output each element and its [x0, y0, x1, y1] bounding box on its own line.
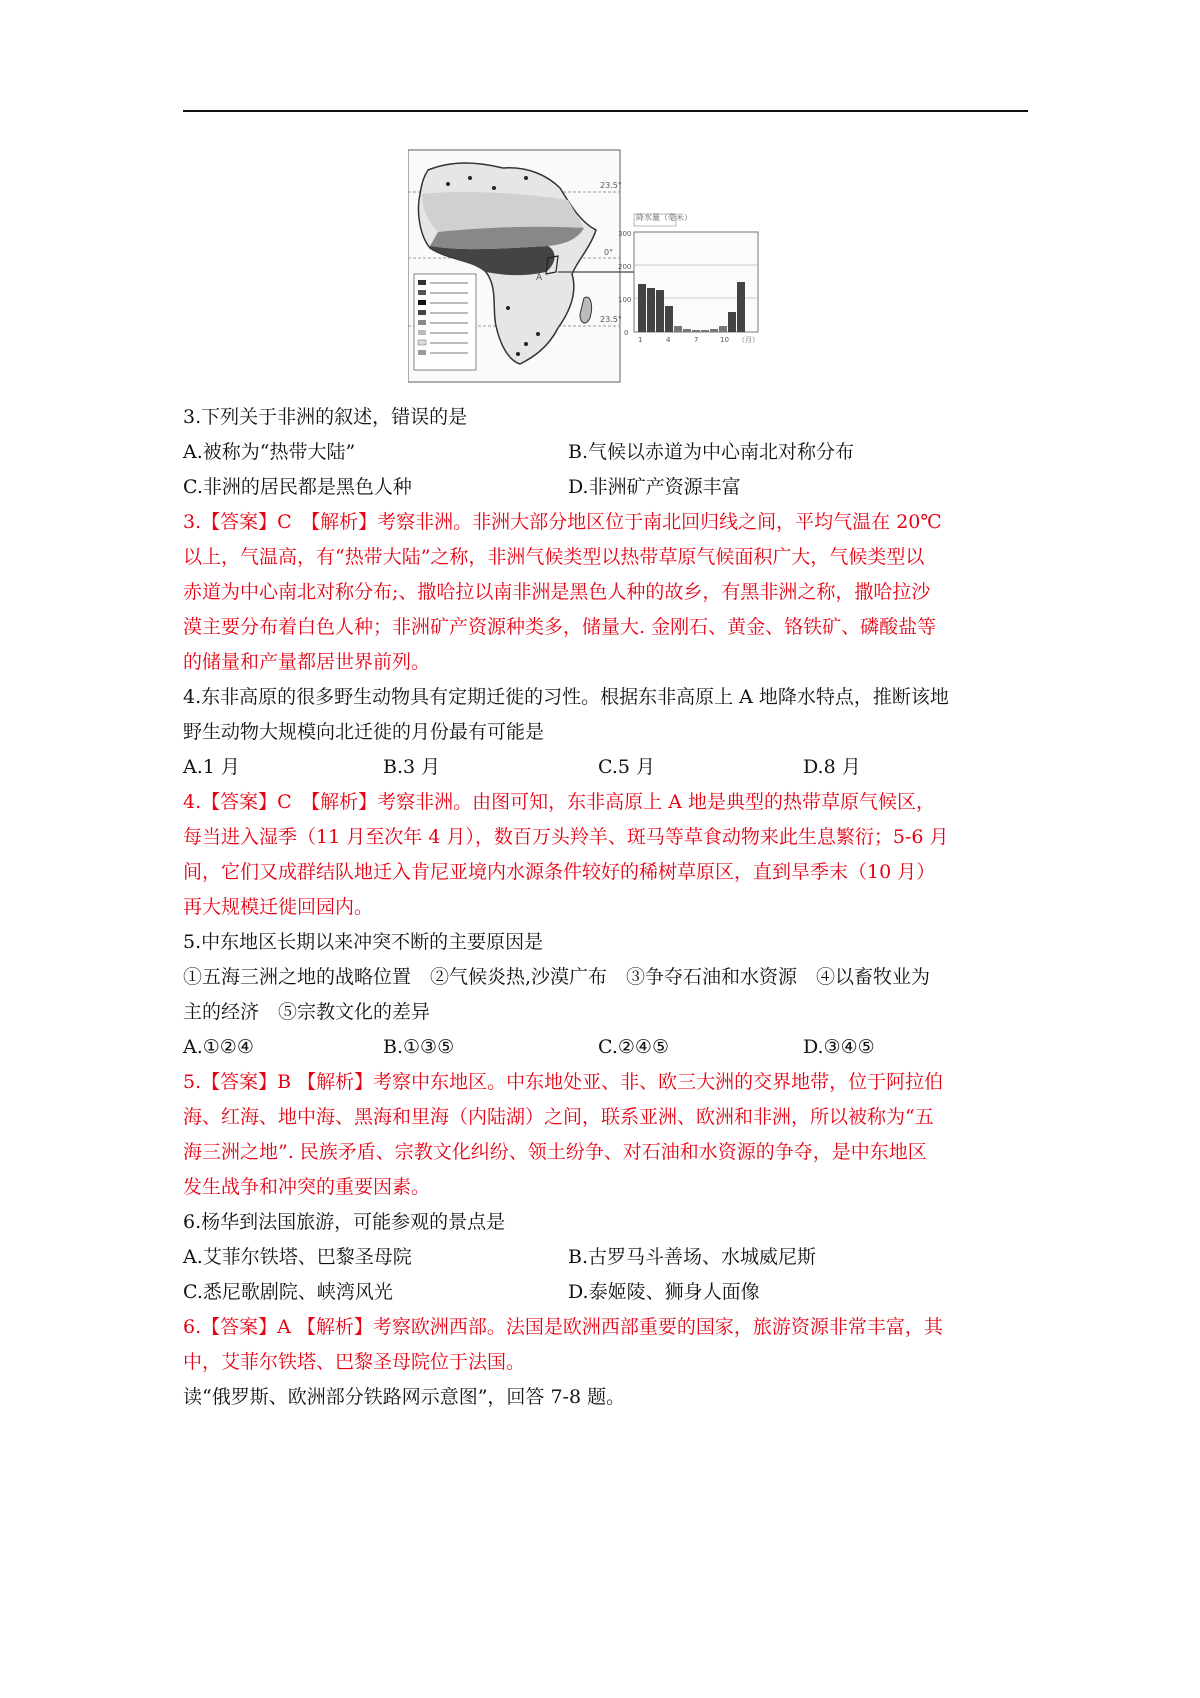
q5-answer-line: 发生战争和冲突的重要因素。 [183, 1176, 431, 1198]
q7-8-intro: 读“俄罗斯、欧洲部分铁路网示意图”，回答 7-8 题。 [183, 1386, 626, 1408]
q5-answer-line: 5.【答案】B 【解析】考察中东地区。中东地处亚、非、欧三大洲的交界地带，位于阿拉伯 [183, 1071, 944, 1093]
chart-xtick-4: 4 [666, 336, 671, 344]
q5-answer-line: 海、红海、地中海、黑海和里海（内陆湖）之间，联系亚洲、欧洲和非洲，所以被称为“五 [183, 1106, 934, 1128]
q5-options-row [183, 1030, 1028, 1065]
q3-answer-line: 的储量和产量都居世界前列。 [183, 651, 431, 673]
chart-xunit: （月） [738, 336, 759, 344]
q3-options-row-1 [183, 435, 1028, 470]
q3-options-row-2 [183, 470, 1028, 505]
q6-option-d: D.泰姬陵、狮身人面像 [568, 1281, 760, 1303]
q4-option-c: C.5 月 [598, 756, 656, 778]
chart-ytick-300: 300 [618, 230, 632, 238]
chart-ytick-100: 100 [618, 296, 632, 304]
q5-option-b: B.①③⑤ [383, 1036, 455, 1058]
question-content [183, 400, 1028, 1415]
q4-options-row [183, 750, 1028, 785]
q5-option-d: D.③④⑤ [803, 1036, 875, 1058]
chart-xtick-1: 1 [638, 336, 643, 344]
q5-answer-line: 海三洲之地”. 民族矛盾、宗教文化纠纷、领土纷争、对石油和水资源的争夺，是中东地区 [183, 1141, 927, 1163]
q3-answer-line: 赤道为中心南北对称分布;、撒哈拉以南非洲是黑色人种的故乡，有黑非洲之称，撒哈拉沙 [183, 581, 931, 603]
q4-option-b: B.3 月 [383, 756, 441, 778]
q5-choice-line: ①五海三洲之地的战略位置 ②气候炎热,沙漠广布 ③争夺石油和水资源 ④以畜牧业为 [183, 966, 931, 988]
q4-stem-line: 4.东非高原的很多野生动物具有定期迁徙的习性。根据东非高原上 A 地降水特点，推断该地 [183, 686, 949, 708]
q6-answer-line: 6.【答案】A 【解析】考察欧洲西部。法国是欧洲西部重要的国家，旅游资源非常丰富，其 [183, 1316, 943, 1338]
q6-options-row-2 [183, 1275, 1028, 1310]
q4-stem-line: 野生动物大规模向北迁徙的月份最有可能是 [183, 721, 545, 743]
chart-ytick-0: 0 [624, 329, 629, 337]
q3-answer-line: 以上，气温高，有“热带大陆”之称，非洲气候类型以热带草原气候面积广大，气候类型以 [183, 546, 925, 568]
chart-xtick-10: 10 [720, 336, 729, 344]
q3-option-d: D.非洲矿产资源丰富 [568, 476, 741, 498]
q6-stem: 6.杨华到法国旅游，可能参观的景点是 [183, 1211, 506, 1233]
q4-answer-line: 每当进入湿季（11 月至次年 4 月），数百万头羚羊、斑马等草食动物来此生息繁衍；5-6 月 [183, 826, 949, 848]
lat-label-equator: 0° [604, 248, 614, 257]
q3-answer-line: 漠主要分布着白色人种；非洲矿产资源种类多，储量大. 金刚石、黄金、铬铁矿、磷酸盐等 [183, 616, 937, 638]
lat-label-north: 23.5° [600, 181, 622, 190]
q3-answer-line: 3.【答案】C 【解析】考察非洲。非洲大部分地区位于南北回归线之间，平均气温在 20℃ [183, 511, 942, 533]
chart-ylabel: 降水量（毫米） [636, 213, 692, 222]
q4-option-a: A.1 月 [183, 756, 240, 778]
q5-choice-line: 主的经济 ⑤宗教文化的差异 [183, 1001, 431, 1023]
chart-ytick-200: 200 [618, 263, 632, 271]
q6-option-a: A.艾菲尔铁塔、巴黎圣母院 [183, 1246, 412, 1268]
q5-stem: 5.中东地区长期以来冲突不断的主要原因是 [183, 931, 544, 953]
q4-option-d: D.8 月 [803, 756, 861, 778]
q6-option-c: C.悉尼歌剧院、峡湾风光 [183, 1281, 393, 1303]
q3-option-c: C.非洲的居民都是黑色人种 [183, 476, 412, 498]
africa-map-figure [408, 148, 828, 388]
header-rule [183, 110, 1028, 112]
q3-option-a: A.被称为“热带大陆” [183, 441, 356, 463]
q3-stem: 3.下列关于非洲的叙述，错误的是 [183, 406, 468, 428]
q4-answer-line: 间，它们又成群结队地迁入肯尼亚境内水源条件较好的稀树草原区，直到旱季末（10 月） [183, 861, 936, 883]
rainfall-bar-chart-icon [618, 212, 759, 344]
q3-option-b: B.气候以赤道为中心南北对称分布 [568, 441, 855, 463]
q5-option-c: C.②④⑤ [598, 1036, 669, 1058]
q4-answer-line: 4.【答案】C 【解析】考察非洲。由图可知，东非高原上 A 地是典型的热带草原气候区， [183, 791, 935, 813]
q6-options-row-1 [183, 1240, 1028, 1275]
q5-option-a: A.①②④ [183, 1036, 254, 1058]
q6-option-b: B.古罗马斗善场、水城威尼斯 [568, 1246, 817, 1268]
q6-answer-line: 中，艾菲尔铁塔、巴黎圣母院位于法国。 [183, 1351, 526, 1373]
lat-label-south: 23.5° [600, 315, 622, 324]
map-point-a-label: A [536, 273, 543, 283]
q4-answer-line: 再大规模迁徙回园内。 [183, 896, 374, 918]
chart-xtick-7: 7 [694, 336, 699, 344]
